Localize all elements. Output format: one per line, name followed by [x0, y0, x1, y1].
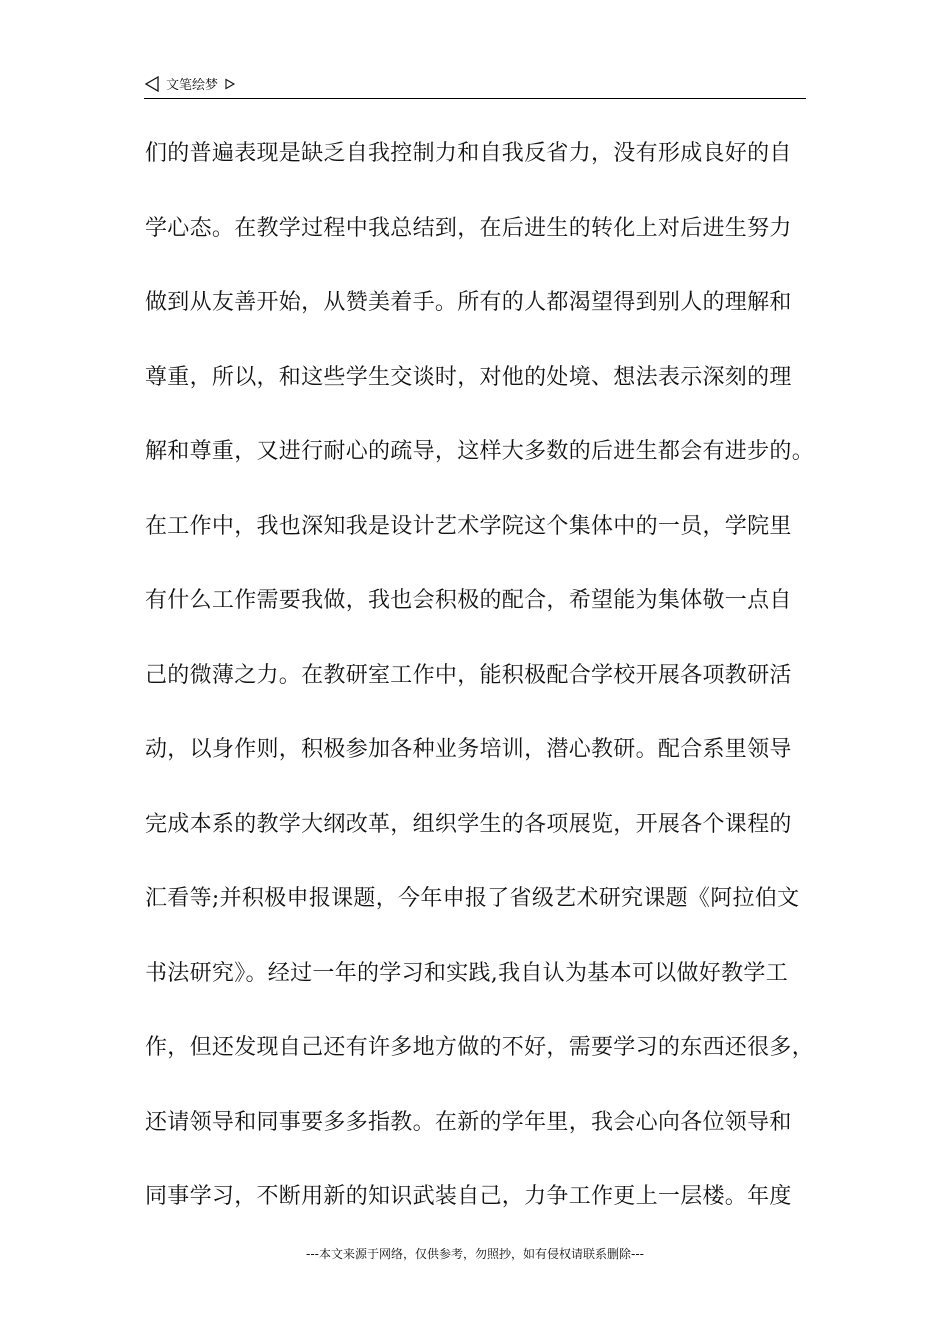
triangle-right-outline-icon — [224, 78, 236, 90]
body-line: 还请领导和同事要多多指教。在新的学年里，我会心向各位领导和 — [145, 1109, 792, 1135]
body-line: 同事学习，不断用新的知识武装自己，力争工作更上一层楼。年度 — [145, 1184, 792, 1209]
body-line: 学心态。在教学过程中我总结到，在后进生的转化上对后进生努力 — [145, 215, 792, 241]
body-line: 汇看等;并积极申报课题，今年申报了省级艺术研究课题《阿拉伯文 — [145, 886, 800, 911]
body-line: 解和尊重，又进行耐心的疏导，这样大多数的后进生都会有进步的。 — [145, 439, 815, 464]
body-text — [145, 136, 817, 1254]
triangle-left-outline-icon — [144, 76, 160, 92]
body-line: 尊重，所以，和这些学生交谈时，对他的处境、想法表示深刻的理 — [145, 364, 792, 390]
body-line: 动，以身作则，积极参加各种业务培训，潜心教研。配合系里领导 — [145, 737, 792, 762]
body-line: 们的普遍表现是缺乏自我控制力和自我反省力，没有形成良好的自 — [145, 141, 792, 166]
body-line: 完成本系的教学大纲改革，组织学生的各项展览，开展各个课程的 — [145, 811, 792, 837]
footer-disclaimer: ---本文来源于网络，仅供参考，勿照抄，如有侵权请联系删除--- — [306, 1247, 644, 1261]
body-line: 己的微薄之力。在教研室工作中，能积极配合学校开展各项教研活 — [145, 662, 792, 688]
page-header — [144, 74, 806, 99]
body-line: 做到从友善开始，从赞美着手。所有的人都渴望得到别人的理解和 — [145, 290, 792, 315]
body-line: 作，但还发现自己还有许多地方做的不好，需要学习的东西还很多， — [145, 1035, 815, 1060]
body-line: 在工作中，我也深知我是设计艺术学院这个集体中的一员，学院里 — [145, 513, 792, 539]
body-line: 有什么工作需要我做，我也会积极的配合，希望能为集体敬一点自 — [145, 588, 792, 613]
header-title: 文笔绘梦 — [166, 78, 219, 93]
body-line: 书法研究》。经过一年的学习和实践,我自认为基本可以做好教学工 — [145, 960, 788, 986]
